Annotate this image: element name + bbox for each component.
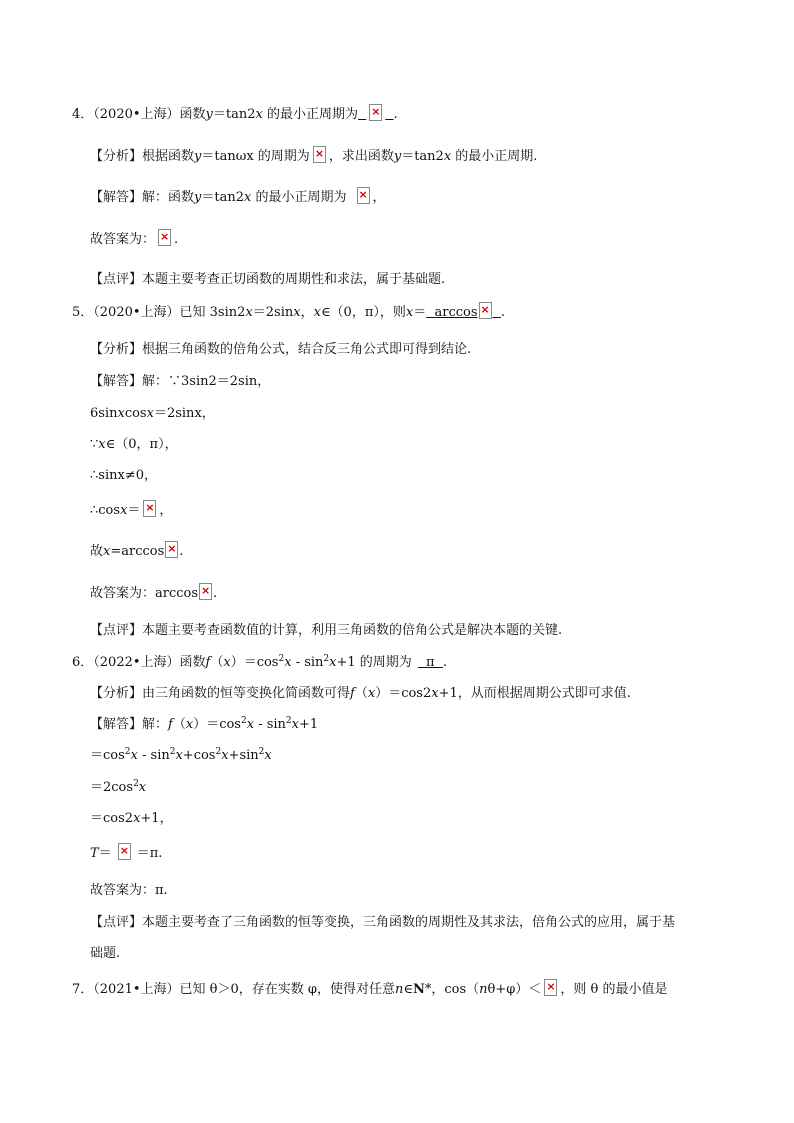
q5-comment: 【点评】本题主要考查函数值的计算，利用三角函数的倍角公式是解决本题的关键.	[90, 623, 563, 638]
broken-image-icon	[479, 302, 492, 319]
q6-step-1: $=\cos^2x - \sin^2x+\cos^2x+\sin^2x$	[90, 747, 272, 763]
q6-analysis: 【分析】由三角函数的恒等变换化简函数可得f（x）＝cos2x+1，从而根据周期公式即可求值.	[90, 686, 631, 701]
q6-step-4: T＝× ＝π.	[90, 843, 162, 864]
q5-step-2: ∵x∈（0，π），	[90, 437, 178, 452]
q4-answer: 【解答】解：函数y＝tan2x 的最小正周期为× ，	[90, 187, 386, 208]
q5-step-5: 故x=arccos× .	[90, 541, 183, 562]
q5-analysis: 【分析】根据三角函数的倍角公式，结合反三角公式即可得到结论.	[90, 342, 472, 357]
q6-answer: 【解答】解：$f(x)=\cos^2x - \sin^2x+1$	[90, 716, 319, 732]
q4-analysis: 【分析】根据函数y＝tanωx 的周期为× ，求出函数y＝tan2x 的最小正周期.	[90, 146, 537, 167]
q5-step-3: ∴sinx≠0，	[90, 468, 157, 483]
q6-step-3: ＝cos2x+1，	[90, 811, 173, 826]
broken-image-icon	[369, 104, 382, 121]
q5-step-1: 6sinxcosx＝2sinx，	[90, 406, 215, 421]
q6-step-2: $=2\cos^2x$	[90, 779, 147, 795]
q7-title: 7．（2021•上海）已知 θ＞0，存在实数 φ，使得对任意n∈N*，cos（nθ+φ）＜× ，则 θ 的最小值是	[72, 979, 667, 1000]
q6-comment: 【点评】本题主要考查了三角函数的恒等变换，三角函数的周期性及其求法，倍角公式的应用，属于基	[90, 915, 676, 930]
broken-image-icon	[544, 979, 557, 996]
broken-image-icon	[165, 541, 178, 558]
q6-comment-cont: 础题.	[90, 946, 121, 961]
broken-image-icon	[199, 583, 212, 600]
broken-image-icon	[357, 187, 370, 204]
answer-blank: π	[417, 655, 443, 670]
q5-title: 5．（2020•上海）已知 3sin2x＝2sinx，x∈（0，π），则x＝ arccos× .	[72, 302, 505, 323]
answer-blank: arccos×	[426, 305, 501, 320]
q5-step-4: ∴cosx＝× ，	[90, 500, 172, 521]
q5-final-answer: 故答案为：arccos× .	[90, 583, 217, 604]
q4-final-answer: 故答案为：× .	[90, 229, 178, 250]
q6-final-answer: 故答案为：π.	[90, 883, 168, 898]
q6-title: 6．（2022•上海）函数$f(x)=\cos^2x - \sin^2x+1$ 的周期为 π .	[72, 654, 448, 670]
q4-title: 4．（2020•上海）函数y＝tan2x 的最小正周期为 × .	[72, 104, 398, 125]
broken-image-icon	[118, 843, 131, 860]
answer-blank	[358, 107, 394, 122]
broken-image-icon	[313, 146, 326, 163]
q4-comment: 【点评】本题主要考查正切函数的周期性和求法，属于基础题.	[90, 272, 446, 287]
broken-image-icon	[158, 229, 171, 246]
broken-image-icon	[143, 500, 156, 517]
q5-answer: 【解答】解：∵3sin2＝2sin，	[90, 374, 271, 389]
